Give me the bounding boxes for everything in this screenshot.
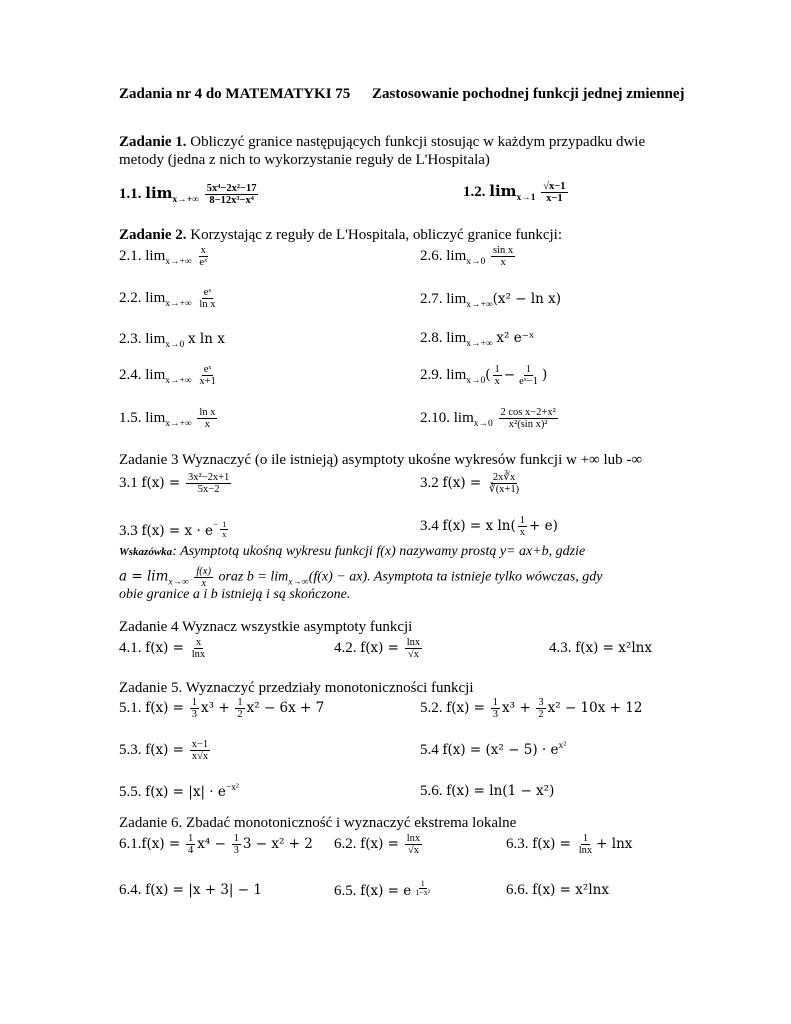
- denominator: x: [519, 527, 525, 539]
- lhs: f(x) =: [360, 835, 399, 852]
- expr-number: 1.2.: [463, 183, 486, 200]
- expr-number: 4.2.: [334, 639, 357, 656]
- lhs: f(x) = e: [360, 883, 412, 899]
- expr-6-1: [119, 833, 313, 856]
- expression-body: x² e⁻ˣ: [496, 330, 535, 346]
- numerator: lnx: [406, 637, 421, 648]
- numerator: eˣ: [203, 364, 212, 375]
- expr-6-6: [506, 882, 609, 899]
- paren-open: (: [485, 366, 491, 383]
- denominator: x√x: [191, 751, 209, 763]
- expr-number: 4.1.: [119, 639, 142, 656]
- expr-number: 2.6. lim: [420, 247, 467, 264]
- expr-number: 6.5.: [334, 883, 357, 899]
- expr-2-10: [420, 407, 560, 430]
- fraction: [536, 697, 545, 720]
- hint-label: Wskazówka: [119, 546, 173, 558]
- expression-body: x ln x: [188, 331, 225, 347]
- expr-2-4: [119, 364, 220, 387]
- term: x³ +: [502, 699, 531, 716]
- minus-sign: −: [503, 366, 516, 383]
- fraction: [186, 472, 231, 495]
- fraction: [499, 407, 558, 430]
- expr-number: 6.6.: [506, 882, 529, 898]
- numerator: x−1: [191, 739, 209, 750]
- task1-text: Obliczyć granice następujących funkcji stosując w każdym przypadku dwie: [190, 134, 646, 150]
- expr-5-3: [119, 739, 212, 762]
- lhs: f(x) =: [141, 474, 181, 491]
- expr-number: 3.3: [119, 523, 138, 539]
- expression-body: f(x) = |x + 3| − 1: [145, 882, 262, 898]
- expr-number: 2.3. lim: [119, 331, 166, 347]
- denominator: 2: [538, 709, 544, 721]
- expr-number: 2.10. lim: [420, 409, 474, 426]
- expr-2-9: [420, 364, 547, 387]
- expression-body: f(x) = |x| · e: [145, 784, 226, 800]
- expr-number: 2.7. lim: [420, 291, 467, 307]
- denominator: eˣ−1: [519, 376, 538, 388]
- lhs: f(x) =: [141, 835, 181, 852]
- lhs: f(x) =: [145, 639, 184, 656]
- expr-2-7: [420, 291, 561, 311]
- denominator: 8−12x³−x⁴: [209, 195, 254, 207]
- expr-6-4: [119, 882, 262, 899]
- fraction: [491, 245, 515, 268]
- expr-2-1: [119, 245, 211, 268]
- hint-text: : Asymptotą ukośną wykresu funkcji f(x) nazywamy prostą y= ax+b, gdzie: [172, 544, 586, 559]
- lim-subscript: x→0: [473, 418, 493, 429]
- expr-number: 6.2.: [334, 835, 357, 852]
- task6-heading: Zadanie 6. Zbadać monotoniczność i wyznaczyć ekstrema lokalne: [119, 815, 517, 831]
- expr-number: 2.4. lim: [119, 366, 166, 383]
- numerator: √x−1: [543, 181, 566, 192]
- hint-text: (f(x) − ax). Asymptota ta istnieje tylko wówczas, gdy: [308, 569, 603, 585]
- denominator: x: [500, 257, 506, 269]
- expr-number: 5.5.: [119, 784, 142, 800]
- denominator: √x: [407, 649, 419, 661]
- term: x² − 6x + 7: [246, 699, 325, 716]
- expression-tail: + lnx: [596, 835, 633, 852]
- fraction: [487, 472, 521, 495]
- expr-2-3: [119, 331, 225, 351]
- numerator: x: [200, 245, 206, 256]
- fraction: [190, 739, 210, 762]
- task4-heading: Zadanie 4 Wyznacz wszystkie asymptoty funkcji: [119, 619, 413, 635]
- expression-body: f(x) = (x² − 5) · e: [442, 742, 559, 758]
- fraction: [190, 637, 207, 660]
- task1-text-line2: metody (jedna z nich to wykorzystanie reguły de L'Hospitala): [119, 152, 490, 168]
- expr-3-1: [119, 472, 233, 495]
- numerator: x: [195, 637, 202, 648]
- lim-subscript: x→1: [516, 192, 536, 203]
- lim-subscript: x→+∞: [172, 194, 199, 205]
- numerator: 1: [233, 833, 239, 844]
- numerator: 1: [519, 515, 525, 526]
- expression-body: f(x) = x²lnx: [575, 640, 652, 656]
- fraction: [197, 245, 209, 268]
- fraction: [235, 697, 244, 720]
- numerator: 1: [188, 833, 194, 844]
- fraction: [405, 833, 422, 856]
- task1-text-line1: [119, 134, 645, 151]
- expression-body: (x² − ln x): [492, 291, 562, 307]
- numerator: 1: [525, 364, 532, 375]
- fraction: [517, 364, 540, 387]
- expr-2-2: [119, 287, 219, 310]
- denominator: 2: [237, 709, 243, 721]
- expr-number: 1.1.: [119, 185, 142, 202]
- lhs: f(x) =: [145, 699, 184, 716]
- task2-heading: [119, 227, 562, 244]
- lim-operator: lim: [145, 183, 173, 202]
- numerator: 1: [237, 697, 243, 708]
- fraction: [197, 287, 217, 310]
- fraction: [232, 833, 241, 856]
- title-right: Zastosowanie pochodnej funkcji jednej zmiennej: [372, 86, 685, 102]
- lim-operator: lim: [489, 181, 517, 200]
- lim-subscript: x→∞: [288, 577, 309, 588]
- lim-subscript: x→0: [165, 340, 185, 350]
- lim-subscript: x→+∞: [165, 298, 192, 309]
- expr-5-4: [420, 741, 566, 759]
- task2-text: Korzystając z reguły de L'Hospitala, obliczyć granice funkcji:: [190, 227, 562, 243]
- expr-number: 6.1.: [119, 835, 142, 852]
- lim-subscript: x→0: [466, 375, 486, 386]
- numerator: 1: [582, 833, 589, 844]
- lhs: f(x) =: [532, 835, 571, 852]
- fraction: [493, 364, 502, 387]
- fraction: [541, 181, 567, 204]
- denominator: ln x: [199, 299, 216, 311]
- task5-heading: Zadanie 5. Wyznaczyć przedziały monotoniczności funkcji: [119, 680, 474, 696]
- expr-2-6: [420, 245, 517, 268]
- expr-5-2: [420, 697, 642, 720]
- expr-number: 5.4: [420, 742, 439, 758]
- denominator: 3: [233, 845, 239, 857]
- expression-body: f(x) = ln(1 − x²): [446, 783, 555, 799]
- denominator: 4: [188, 845, 194, 857]
- denominator: x: [204, 419, 211, 431]
- expr-4-2: [334, 637, 424, 660]
- numerator: eˣ: [203, 287, 212, 298]
- expr-6-3: [506, 833, 632, 856]
- expr-number: 6.3.: [506, 835, 529, 852]
- numerator: 1: [420, 879, 425, 888]
- expr-number: 3.2: [420, 474, 439, 491]
- expression-body: f(x) = x²lnx: [532, 882, 609, 898]
- expr-2-8: [420, 330, 535, 350]
- expr-6-2: [334, 833, 424, 856]
- expr-number: 5.1.: [119, 699, 142, 716]
- term: x⁴ −: [197, 835, 226, 852]
- expr-3-2: [420, 472, 523, 495]
- denominator: x: [222, 528, 227, 539]
- hint-b-lim: oraz b = lim: [214, 569, 289, 585]
- fraction: [186, 833, 195, 856]
- denominator: x: [201, 578, 207, 590]
- denominator: x+1: [199, 376, 216, 388]
- exponent: −x²: [225, 783, 239, 793]
- exponent-sign: −: [213, 519, 219, 529]
- expr-number: 6.4.: [119, 882, 142, 898]
- denominator: 3: [191, 709, 197, 721]
- title-left: Zadania nr 4 do MATEMATYKI 75: [119, 86, 351, 102]
- expr-number: 3.1: [119, 474, 138, 491]
- expr-number: 3.4: [420, 517, 439, 534]
- lim-subscript: x→0: [466, 256, 486, 267]
- denominator: x²(sin x)²: [508, 419, 548, 431]
- denominator: x−1: [546, 193, 563, 205]
- exponent: x²: [558, 741, 567, 751]
- denominator: ∛(x+1): [489, 484, 520, 496]
- task1-expr2: [463, 181, 570, 204]
- fraction: [518, 515, 527, 538]
- expr-number: 2.1. lim: [119, 247, 166, 264]
- fraction: [194, 566, 213, 589]
- denominator: 5x−2: [197, 484, 220, 496]
- numerator: 1: [492, 697, 498, 708]
- expr-5-1: [119, 697, 324, 720]
- term: 3 − x² + 2: [242, 835, 313, 852]
- expr-number: 1.5. lim: [119, 409, 166, 426]
- lim-subscript: x→+∞: [466, 300, 493, 310]
- expression-tail: + e): [528, 517, 558, 534]
- denominator: √x: [407, 845, 419, 857]
- expr-number: 5.6.: [420, 783, 443, 799]
- numerator: 2x∛x: [492, 472, 516, 483]
- expr-3-4: [420, 515, 558, 538]
- expr-number: 4.3.: [549, 640, 572, 656]
- hint-a-lim: a = lim: [119, 568, 169, 585]
- expr-6-5: [334, 880, 434, 900]
- denominator: 1−x²: [415, 888, 431, 898]
- lim-subscript: x→+∞: [165, 375, 192, 386]
- lhs: f(x) =: [360, 639, 399, 656]
- expr-5-6: [420, 783, 554, 800]
- denominator: eˣ: [199, 257, 208, 269]
- numerator: 3x²−2x+1: [188, 472, 230, 483]
- numerator: ln x: [199, 407, 216, 418]
- expr-4-1: [119, 637, 209, 660]
- denominator: lnx: [578, 845, 593, 857]
- fraction: [190, 697, 199, 720]
- lhs: f(x) =: [442, 474, 482, 491]
- term: x² − 10x + 12: [547, 699, 643, 716]
- hint-line2: [119, 566, 603, 589]
- expr-number: 2.2. lim: [119, 289, 166, 306]
- fraction: [491, 697, 500, 720]
- fraction: [577, 833, 594, 856]
- lhs: f(x) = x · e: [141, 523, 214, 539]
- numerator: 3: [538, 697, 544, 708]
- numerator: sin x: [493, 245, 514, 256]
- denominator: x: [494, 376, 500, 388]
- expr-1-5: [119, 407, 219, 430]
- exponent-fraction: [220, 520, 228, 539]
- expr-number: 5.3.: [119, 741, 142, 758]
- numerator: 1: [191, 697, 197, 708]
- lim-subscript: x→+∞: [165, 418, 192, 429]
- lim-subscript: x→∞: [168, 577, 189, 588]
- lhs: f(x) =: [446, 699, 485, 716]
- expr-4-3: [549, 640, 652, 657]
- fraction: [405, 637, 422, 660]
- numerator: 1: [494, 364, 500, 375]
- fraction: [205, 183, 259, 206]
- expr-3-3: [119, 519, 230, 540]
- task1-expr1: [119, 183, 260, 206]
- expr-number: 5.2.: [420, 699, 443, 716]
- task2-label: Zadanie 2.: [119, 227, 187, 243]
- fraction: [197, 364, 217, 387]
- numerator: 1: [222, 519, 227, 529]
- paren-close: ): [541, 366, 548, 383]
- lim-subscript: x→+∞: [466, 339, 493, 349]
- numerator: f(x): [196, 566, 211, 577]
- lhs: f(x) =: [145, 741, 184, 758]
- term: x³ +: [201, 699, 230, 716]
- expr-number: 2.9. lim: [420, 366, 467, 383]
- denominator: lnx: [191, 649, 206, 661]
- numerator: 2 cos x−2+x²: [500, 407, 556, 418]
- lhs: f(x) = x ln(: [442, 517, 516, 534]
- numerator: 5x⁴−2x²−17: [206, 183, 257, 194]
- page-title: [119, 86, 685, 103]
- expr-5-5: [119, 783, 239, 801]
- fraction: [197, 407, 217, 430]
- exponent-fraction: [413, 880, 432, 898]
- expr-number: 2.8. lim: [420, 330, 467, 346]
- numerator: lnx: [406, 833, 421, 844]
- task1-label: Zadanie 1.: [119, 134, 187, 150]
- hint-line3: obie granice a i b istnieją i są skończone.: [119, 587, 351, 602]
- lim-subscript: x→+∞: [165, 256, 192, 267]
- denominator: 3: [492, 709, 498, 721]
- task3-heading: Zadanie 3 Wyznaczyć (o ile istnieją) asymptoty ukośne wykresów funkcji w +∞ lub -∞: [119, 452, 643, 468]
- hint-line1: [119, 544, 585, 560]
